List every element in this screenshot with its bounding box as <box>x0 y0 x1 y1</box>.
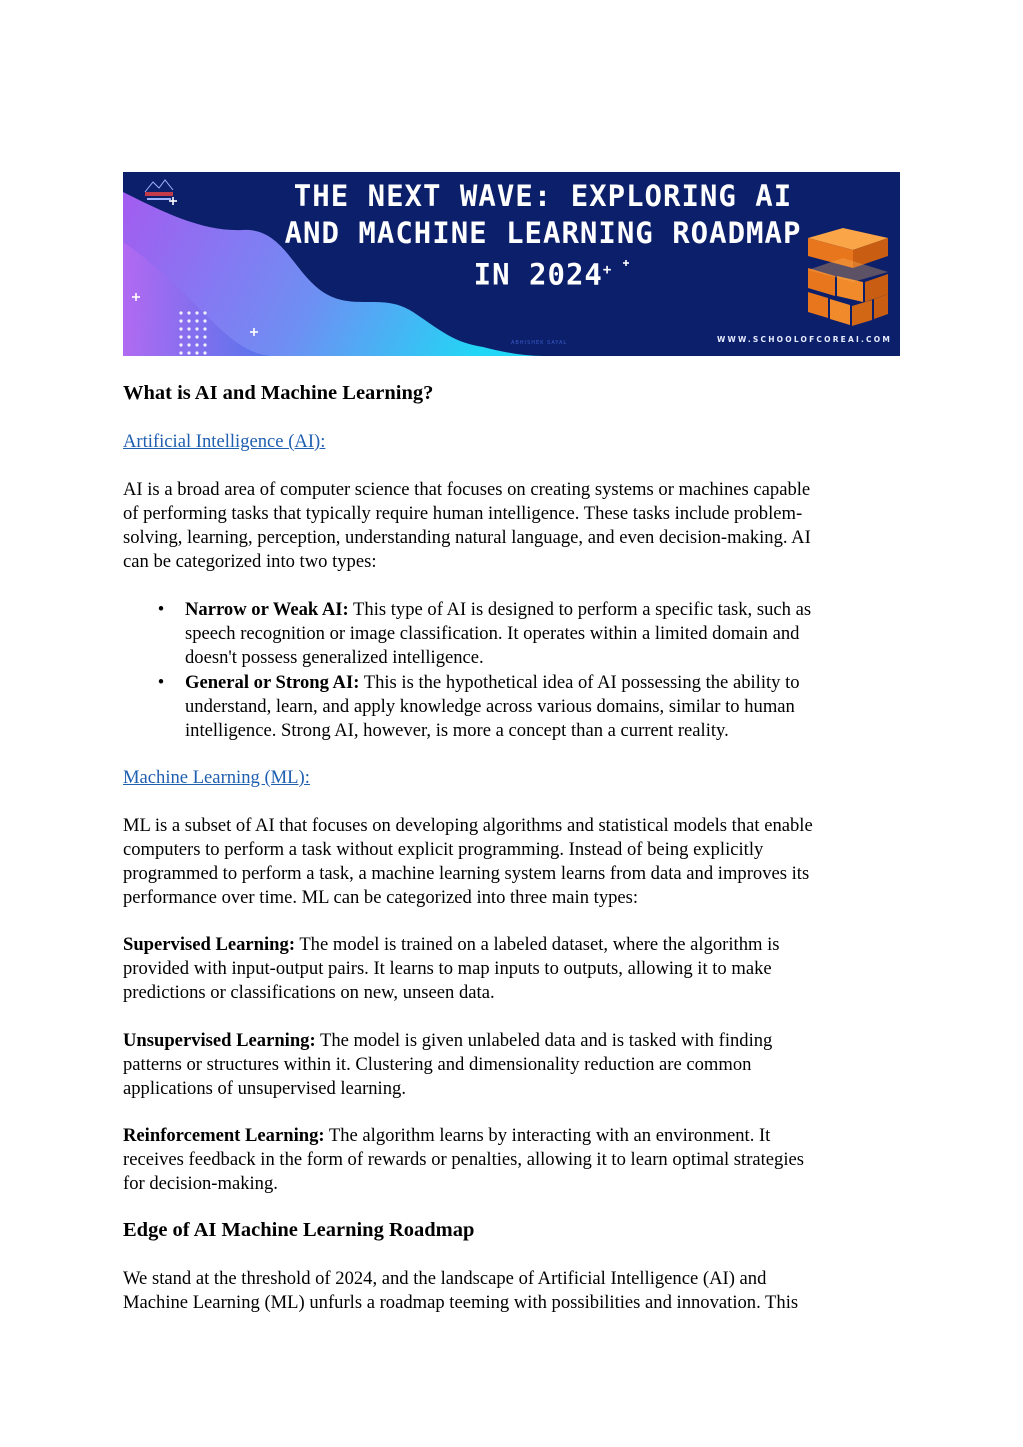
text-line: We stand at the threshold of 2024, and the landscape of Artificial Intelligence (AI) and <box>123 1268 767 1289</box>
section-heading: Edge of AI Machine Learning Roadmap <box>123 1219 475 1241</box>
list-item-label: Narrow or Weak AI: <box>185 599 349 620</box>
banner-url: WWW.SCHOOLOFCOREAI.COM <box>717 335 892 344</box>
logo-mark <box>145 180 173 200</box>
list-item <box>157 671 897 743</box>
text-line: The model is given unlabeled data and is tasked with finding <box>315 1030 773 1051</box>
ml-type-paragraph <box>123 1029 898 1101</box>
text-line: can be categorized into two types: <box>123 551 377 572</box>
text-line: doesn't possess generalized intelligence. <box>185 647 484 668</box>
ai-paragraph <box>123 478 898 574</box>
text-line: This type of AI is designed to perform a specific task, such as <box>348 599 812 620</box>
ml-type-paragraph <box>123 933 898 1005</box>
text-line: for decision-making. <box>123 1173 278 1194</box>
text-line: provided with input-output pairs. It learns to map inputs to outputs, allowing it to make <box>123 958 772 979</box>
text-line: The model is trained on a labeled dataset, where the algorithm is <box>295 934 780 955</box>
ml-paragraph <box>123 814 898 910</box>
section-heading: What is AI and Machine Learning? <box>123 382 434 404</box>
banner-title <box>273 178 813 294</box>
orange-cube-icon <box>808 228 888 326</box>
text-line: This is the hypothetical idea of AI possessing the ability to <box>359 672 800 693</box>
text-line: AI is a broad area of computer science that focuses on creating systems or machines capable <box>123 479 811 500</box>
text-line: solving, learning, perception, understanding natural language, and even decision-making. AI <box>123 527 811 548</box>
list-item <box>157 598 897 670</box>
text-line: computers to perform a task without explicit programming. Instead of being explicitly <box>123 839 764 860</box>
text-line: applications of unsupervised learning. <box>123 1078 406 1099</box>
banner-title-line: THE NEXT WAVE: EXPLORING AI <box>293 179 793 213</box>
text-line: Machine Learning (ML) unfurls a roadmap teeming with possibilities and innovation. This <box>123 1292 799 1313</box>
ml-type-label: Supervised Learning: <box>123 934 296 955</box>
roadmap-paragraph <box>123 1267 898 1315</box>
bullet-icon: • <box>157 672 165 693</box>
text-line: ML is a subset of AI that focuses on developing algorithms and statistical models that enable <box>123 815 813 836</box>
text-line: intelligence. Strong AI, however, is more a concept than a current reality. <box>185 720 729 741</box>
list-item-label: General or Strong AI: <box>185 672 360 693</box>
text-line: programmed to perform a task, a machine learning system learns from data and improves its <box>123 863 810 884</box>
hero-banner <box>123 172 900 356</box>
text-line: patterns or structures within it. Clustering and dimensionality reduction are common <box>123 1054 752 1075</box>
ml-section-link[interactable]: Machine Learning (ML): <box>123 767 310 788</box>
bullet-icon: • <box>157 599 165 620</box>
text-line: receives feedback in the form of rewards or penalties, allowing it to learn optimal strategies <box>123 1149 805 1170</box>
ml-type-label: Reinforcement Learning: <box>123 1125 325 1146</box>
ml-type-paragraph <box>123 1124 898 1196</box>
text-line: of performing tasks that typically require human intelligence. These tasks include problem- <box>123 503 803 524</box>
text-line: predictions or classifications on new, unseen data. <box>123 982 495 1003</box>
text-line: performance over time. ML can be categorized into three main types: <box>123 887 639 908</box>
text-line: understand, learn, and apply knowledge across various domains, similar to human <box>185 696 795 717</box>
banner-title-line: AND MACHINE LEARNING ROADMAP <box>284 216 802 250</box>
banner-plus-icon: + <box>602 262 613 278</box>
text-line: The algorithm learns by interacting with an environment. It <box>324 1125 771 1146</box>
text-line: speech recognition or image classification. It operates within a limited domain and <box>185 623 800 644</box>
ai-section-link[interactable]: Artificial Intelligence (AI): <box>123 431 326 452</box>
banner-title-line: IN 2024+ <box>473 257 613 292</box>
banner-credit: ABHISHEK SAYAL <box>511 340 568 346</box>
ml-type-label: Unsupervised Learning: <box>123 1030 316 1051</box>
